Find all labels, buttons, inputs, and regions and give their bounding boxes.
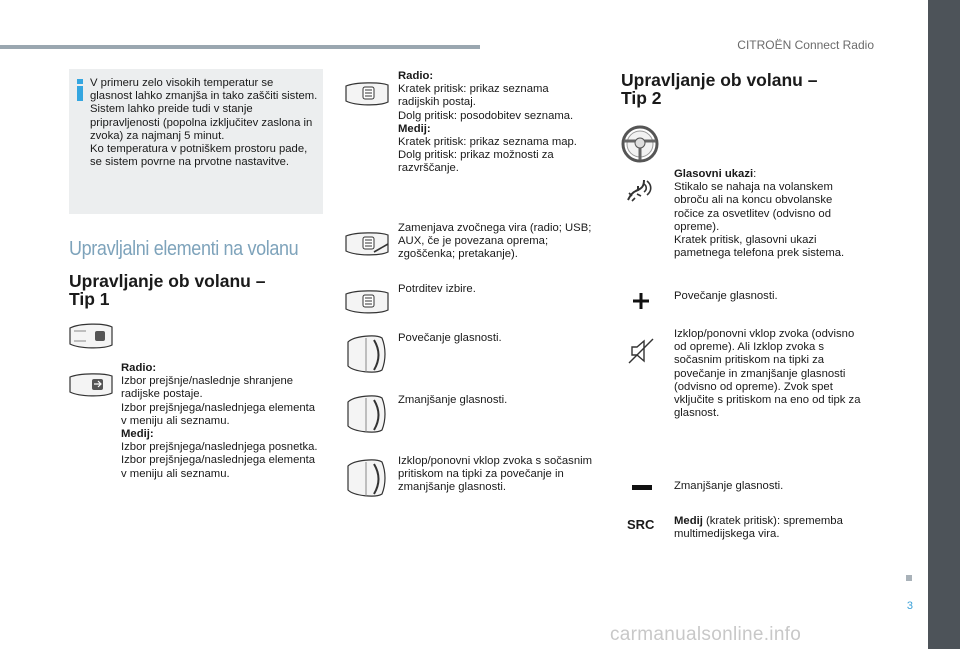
stalk-source-icon: [344, 232, 390, 256]
radio-text: Izbor prejšnje/naslednje shranjene radijske postaje. Izbor prejšnjega/naslednjega elementa v meniju ali seznamu.: [121, 375, 316, 427]
media-label: Medij:: [121, 428, 154, 441]
page-sidebar: [928, 0, 960, 649]
steering-wheel-icon: [620, 124, 660, 164]
mute-icon: [626, 336, 656, 366]
stalk-list-icon: [344, 82, 390, 106]
radio-label: Radio:: [121, 362, 157, 374]
col2-item-volume-down: Zmanjšanje glasnosti.: [398, 394, 508, 406]
col2-item-source: Zamenjava zvočnega vira (radio; USB; AUX, če je povezana oprema; zgoščenka; pretakanje).: [398, 222, 592, 261]
radio-text: Kratek pritisk: prikaz seznama radijskih postaj. Dolg pritisk: posodobitev seznama.: [398, 83, 574, 122]
src-text: (kratek pritisk): sprememba multimedijskega vira.: [674, 515, 843, 541]
media-label: Medij:: [398, 122, 431, 135]
col2-item-mute: Izklop/ponovni vklop zvoka s sočasnim pritiskom na tipki za povečanje in zmanjšanje glasnosti.: [398, 455, 593, 494]
info-text: V primeru zelo visokih temperatur se glasnost lahko zmanjša in tako zaščiti sistem. Sistem lahko preide tudi v stanje pripravljenosti (popolna izključitev zaslona in zvoka) za najmanj 5 minut. Ko temperatura v potniškem prostoru pade, se sistem povrne na prvotne nastavitve.: [90, 77, 318, 169]
radio-label: Radio:: [398, 70, 434, 82]
tip2-item-voice: Glasovni ukazi: Stikalo se nahaja na volanskem obroču ali na koncu obvolanske ročice za osvetlitev (odvisno od opreme). Kratek pritisk, glasovni ukazi pametnega telefona prek sistema.: [674, 168, 845, 260]
voice-label: Glasovni ukazi: [674, 168, 754, 180]
tip1-item-seek: [121, 362, 321, 481]
src-label: Medij: [674, 515, 703, 527]
tip2-item-src: [674, 515, 864, 541]
watermark: carmanualsonline.info: [610, 624, 802, 645]
tip1-title: Upravljanje ob volanu – Tip 1: [69, 271, 266, 309]
info-icon: [77, 79, 83, 101]
stalk-seek-icon: [68, 372, 114, 398]
col2-item-list: [398, 70, 593, 176]
tip2-item-minus: Zmanjšanje glasnosti.: [674, 480, 784, 492]
header-brand: CITROËN Connect Radio: [737, 38, 874, 52]
stalk-volume-down-icon: [346, 392, 386, 436]
stalk-volume-up-icon: [346, 332, 386, 376]
src-icon: SRC: [627, 517, 655, 532]
header-rule: [0, 45, 480, 49]
minus-icon: [632, 485, 652, 490]
info-box: [69, 69, 323, 214]
col2-item-volume-up: Povečanje glasnosti.: [398, 332, 502, 344]
stalk-control-icon: [68, 322, 114, 350]
col2-item-confirm: Potrditev izbire.: [398, 283, 476, 295]
section-title: Upravljalni elementi na volanu: [69, 238, 299, 260]
media-text: Izbor prejšnjega/naslednjega posnetka. Izbor prejšnjega/naslednjega elementa v meniju ali seznamu.: [121, 441, 318, 480]
tip2-title: Upravljanje ob volanu – Tip 2: [621, 70, 818, 108]
media-text: Kratek pritisk: prikaz seznama map. Dolg pritisk: prikaz možnosti za razvrščanje.: [398, 136, 577, 175]
stalk-mute-icon: [346, 456, 386, 500]
tip2-item-plus: Povečanje glasnosti.: [674, 290, 778, 302]
plus-icon: [632, 292, 650, 310]
voice-command-icon: [624, 176, 654, 206]
tip2-item-mute: Izklop/ponovni vklop zvoka (odvisno od opreme). Ali Izklop zvoka s sočasnim pritiskom na tipki za povečanje in zmanjšanje glasnosti (odvisno od opreme). Zvok spet vključite s pritiskom na eno od tipk za glasnost.: [674, 328, 861, 420]
page-number: 3: [906, 600, 913, 612]
voice-text: Stikalo se nahaja na volanskem obroču ali na koncu obvolanske ročice za osvetlitev (odvisno od opreme). Kratek pritisk, glasovni ukazi pametnega telefona prek sistema.: [674, 181, 845, 260]
end-marker: [906, 575, 912, 581]
stalk-confirm-icon: [344, 290, 390, 314]
